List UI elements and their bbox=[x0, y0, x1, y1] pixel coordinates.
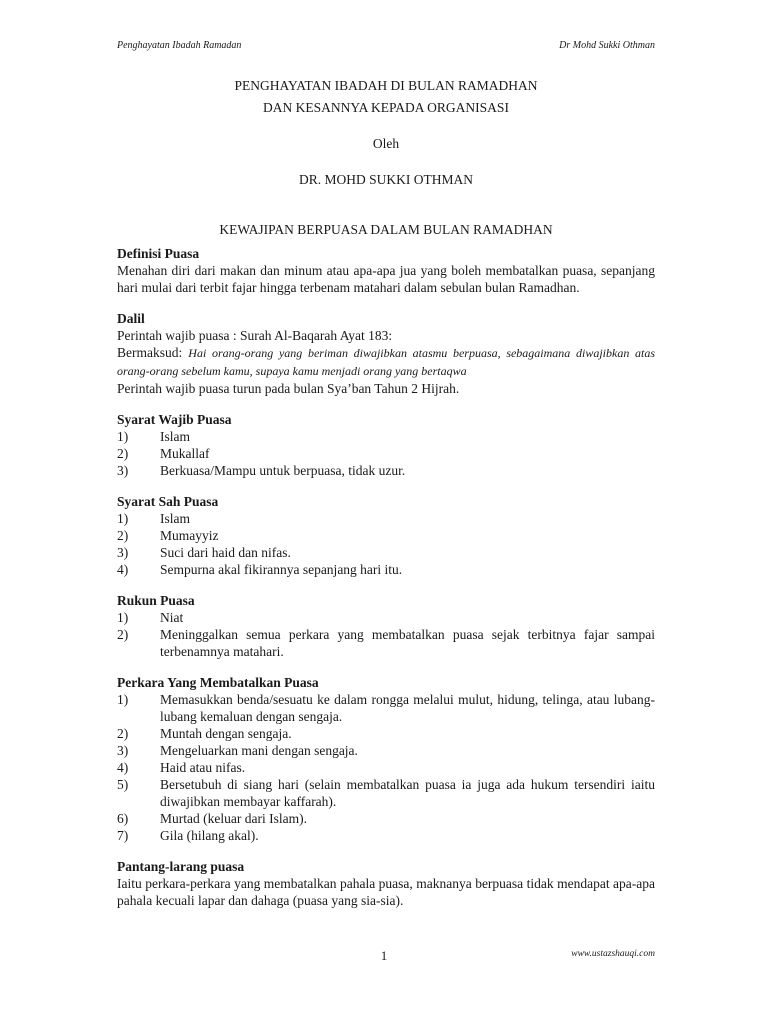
list-number: 7) bbox=[117, 828, 129, 843]
list-item bbox=[117, 527, 655, 544]
pantang-heading: Pantang-larang puasa bbox=[117, 859, 245, 874]
list-number: 2) bbox=[117, 528, 129, 543]
list-item bbox=[117, 544, 655, 561]
list-item bbox=[117, 776, 655, 810]
page-number: 1 bbox=[380, 948, 388, 963]
membatalkan-list bbox=[117, 691, 655, 844]
header-title: Penghayatan Ibadah Ramadan bbox=[117, 40, 242, 51]
list-text: Mengeluarkan mani dengan sengaja. bbox=[160, 743, 358, 758]
ayat-translation: Hai orang-orang yang beriman diwajibkan atasmu berpuasa, sebagaimana diwajibkan atas orang-orang sebelum kamu, supaya kamu menjadi orang yang bertaqwa bbox=[117, 346, 655, 378]
header-author: Dr Mohd Sukki Othman bbox=[559, 40, 655, 51]
list-number: 1) bbox=[117, 610, 129, 625]
dalil-bermaksud bbox=[117, 344, 655, 380]
list-text: Mukallaf bbox=[160, 446, 210, 461]
rukun-heading: Rukun Puasa bbox=[117, 593, 195, 608]
list-text: Memasukkan benda/sesuatu ke dalam rongga melalui mulut, hidung, telinga, atau lubang-lubang kemaluan dengan sengaja. bbox=[160, 692, 655, 724]
list-text: Bersetubuh di siang hari (selain membatalkan puasa ia juga ada hukum tersendiri iaitu diwajibkan membayar kaffarah). bbox=[160, 777, 655, 809]
list-number: 1) bbox=[117, 511, 129, 526]
dalil-line3: Perintah wajib puasa turun pada bulan Sya’ban Tahun 2 Hijrah. bbox=[117, 381, 460, 396]
list-number: 3) bbox=[117, 545, 129, 560]
list-text: Murtad (keluar dari Islam). bbox=[160, 811, 307, 826]
list-number: 3) bbox=[117, 463, 129, 478]
list-text: Islam bbox=[160, 511, 190, 526]
syarat-sah-list bbox=[117, 510, 655, 578]
syarat-wajib-list bbox=[117, 428, 655, 479]
list-text: Haid atau nifas. bbox=[160, 760, 246, 775]
list-item bbox=[117, 462, 655, 479]
list-number: 1) bbox=[117, 429, 129, 444]
pantang-text: Iaitu perkara-perkara yang membatalkan pahala puasa, maknanya berpuasa tidak mendapat apa-apa pahala kecuali lapar dan dahaga (puasa yang sia-sia). bbox=[117, 876, 655, 908]
list-item bbox=[117, 561, 655, 578]
list-number: 2) bbox=[117, 446, 129, 461]
list-text: Muntah dengan sengaja. bbox=[160, 726, 292, 741]
dalil-heading: Dalil bbox=[117, 311, 145, 326]
bermaksud-label: Bermaksud: bbox=[117, 345, 183, 360]
list-item bbox=[117, 510, 655, 527]
list-text: Meninggalkan semua perkara yang membatalkan puasa sejak terbitnya fajar sampai terbenamnya matahari. bbox=[160, 627, 655, 659]
footer-url: www.ustazshauqi.com bbox=[571, 949, 655, 959]
list-item bbox=[117, 759, 655, 776]
list-text: Niat bbox=[160, 610, 184, 625]
list-number: 5) bbox=[117, 777, 129, 792]
author-name: DR. MOHD SUKKI OTHMAN bbox=[298, 172, 473, 187]
list-item bbox=[117, 428, 655, 445]
list-number: 2) bbox=[117, 726, 129, 741]
dalil-line1: Perintah wajib puasa : Surah Al-Baqarah Ayat 183: bbox=[117, 328, 393, 343]
page-header bbox=[117, 40, 655, 51]
list-item bbox=[117, 691, 655, 725]
list-number: 4) bbox=[117, 760, 129, 775]
doc-title-line2: DAN KESANNYA KEPADA ORGANISASI bbox=[263, 100, 509, 115]
list-text: Mumayyiz bbox=[160, 528, 219, 543]
list-number: 4) bbox=[117, 562, 129, 577]
list-item bbox=[117, 742, 655, 759]
list-item bbox=[117, 626, 655, 660]
list-item bbox=[117, 445, 655, 462]
title-block bbox=[117, 75, 655, 241]
list-text: Gila (hilang akal). bbox=[160, 828, 259, 843]
document-body bbox=[117, 245, 655, 909]
list-item bbox=[117, 827, 655, 844]
list-number: 1) bbox=[117, 692, 129, 707]
list-item bbox=[117, 725, 655, 742]
list-number: 3) bbox=[117, 743, 129, 758]
list-number: 6) bbox=[117, 811, 129, 826]
by-label: Oleh bbox=[372, 136, 400, 151]
rukun-list bbox=[117, 609, 655, 660]
definisi-text: Menahan diri dari makan dan minum atau apa-apa jua yang boleh membatalkan puasa, sepanjang hari mulai dari terbit fajar hingga terbenam matahari dalam sebulan bulan Ramadhan. bbox=[117, 263, 655, 295]
list-item bbox=[117, 609, 655, 626]
list-text: Berkuasa/Mampu untuk berpuasa, tidak uzur. bbox=[160, 463, 406, 478]
list-text: Sempurna akal fikirannya sepanjang hari itu. bbox=[160, 562, 403, 577]
syarat-sah-heading: Syarat Sah Puasa bbox=[117, 494, 219, 509]
section-title: KEWAJIPAN BERPUASA DALAM BULAN RAMADHAN bbox=[219, 222, 553, 237]
membatalkan-heading: Perkara Yang Membatalkan Puasa bbox=[117, 675, 319, 690]
doc-title-line1: PENGHAYATAN IBADAH DI BULAN RAMADHAN bbox=[234, 78, 538, 93]
list-number: 2) bbox=[117, 627, 129, 642]
list-item bbox=[117, 810, 655, 827]
syarat-wajib-heading: Syarat Wajib Puasa bbox=[117, 412, 232, 427]
list-text: Suci dari haid dan nifas. bbox=[160, 545, 291, 560]
definisi-heading: Definisi Puasa bbox=[117, 246, 200, 261]
list-text: Islam bbox=[160, 429, 190, 444]
